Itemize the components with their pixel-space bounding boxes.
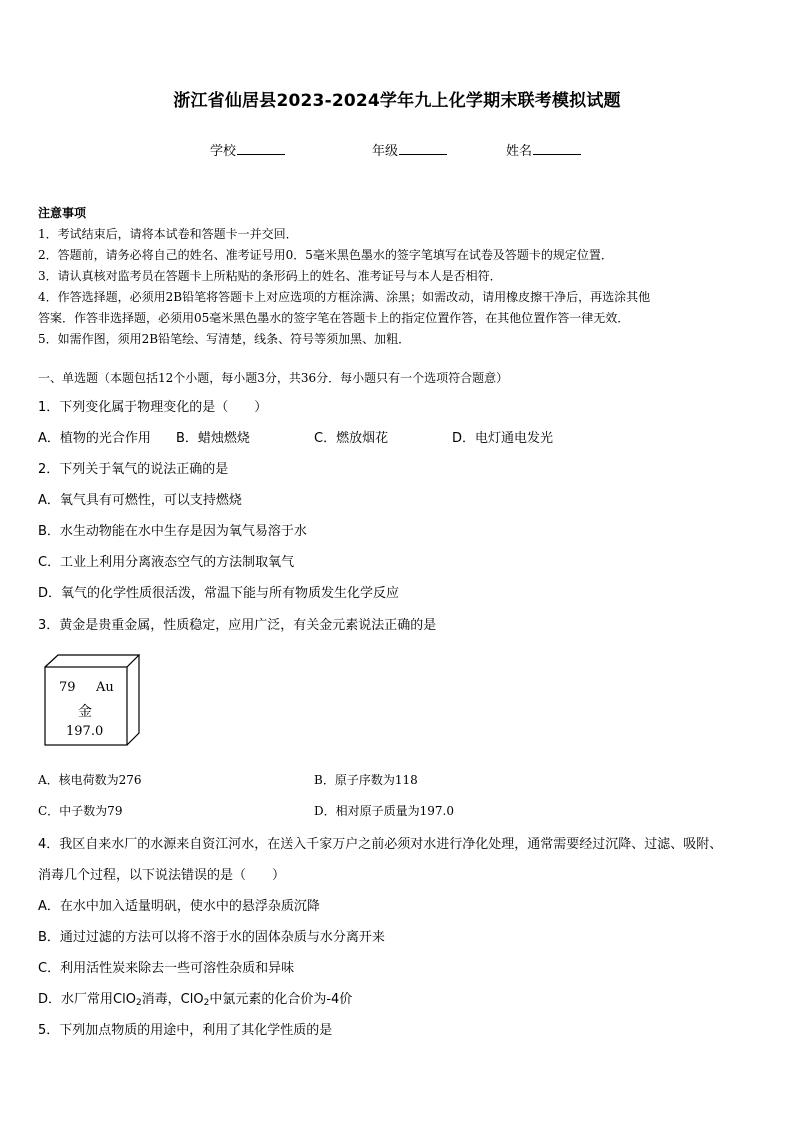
section-heading: 一、单选题（本题包括12个小题，每小题3分，共36分．每小题只有一个选项符合题意） [38, 371, 509, 385]
school-blank [237, 142, 285, 155]
notice-block [38, 203, 758, 350]
question-4-stem-line2: 消毒几个过程，以下说法错误的是（ ） [38, 868, 286, 883]
grade-label: 年级 [372, 144, 399, 159]
q4-option-a: A．在水中加入适量明矾，使水中的悬浮杂质沉降 [38, 899, 320, 914]
q1-option-a: A．植物的光合作用 [38, 431, 151, 446]
notice-item: 4．作答选择题，必须用2B铅笔将答题卡上对应选项的方框涂满、涂黑；如需改动，请用橡皮擦干净后，再选涂其他 [38, 290, 651, 304]
q2-option-a: A．氧气具有可燃性，可以支持燃烧 [38, 493, 242, 508]
q4-d-subscript-2: 2 [203, 998, 210, 1008]
q2-option-b: B．水生动物能在水中生存是因为氧气易溶于水 [38, 524, 307, 539]
notice-item: 3．请认真核对监考员在答题卡上所粘贴的条形码上的姓名、准考证号与本人是否相符． [38, 269, 502, 283]
q3-option-c: C．中子数为79 [38, 804, 123, 818]
question-1-stem: 1．下列变化属于物理变化的是（ ） [38, 400, 268, 415]
q3-option-b: B．原子序数为118 [314, 773, 418, 787]
element-name: 金 [78, 704, 92, 720]
element-symbol: Au [96, 680, 114, 695]
q1-option-c: C．燃放烟花 [314, 431, 389, 446]
cube-top-face [45, 655, 139, 667]
question-4-stem-line1: 4．我区自来水厂的水源来自资江河水，在送入千家万户之前必须对水进行净化处理，通常需要经过沉降、过滤、吸附、 [38, 837, 723, 852]
school-field [210, 140, 285, 159]
question-2-stem: 2．下列关于氧气的说法正确的是 [38, 462, 229, 477]
name-field [506, 140, 581, 159]
q2-option-d: D．氧气的化学性质很活泼，常温下能与所有物质发生化学反应 [38, 586, 400, 601]
notice-item: 2．答题前，请务必将自己的姓名、准考证号用0．5毫米黑色墨水的签字笔填写在试卷及答题卡的规定位置． [38, 248, 613, 262]
element-atomic-number: 79 [59, 680, 76, 695]
q4-option-b: B．通过过滤的方法可以将不溶于水的固体杂质与水分离开来 [38, 930, 385, 945]
q3-option-a: A．核电荷数为276 [38, 773, 142, 787]
name-blank [533, 142, 581, 155]
school-label: 学校 [210, 144, 237, 159]
q3-option-d: D．相对原子质量为197.0 [314, 804, 454, 818]
grade-field [372, 140, 447, 159]
name-label: 姓名 [506, 144, 533, 159]
question-5-stem: 5．下列加点物质的用途中，利用了其化学性质的是 [38, 1023, 333, 1038]
q4-d-text-mid: 消毒，ClO [141, 992, 204, 1007]
grade-blank [399, 142, 447, 155]
q1-option-d: D．电灯通电发光 [452, 431, 554, 446]
notice-heading: 注意事项 [38, 206, 87, 220]
notice-item: 5．如需作图，须用2B铅笔绘、写清楚，线条、符号等须加黑、加粗． [38, 332, 411, 346]
q4-d-subscript-1: 2 [135, 998, 142, 1008]
q4-option-c: C．利用活性炭来除去一些可溶性杂质和异味 [38, 961, 295, 976]
q2-option-c: C．工业上利用分离液态空气的方法制取氧气 [38, 555, 295, 570]
page-title: 浙江省仙居县2023-2024学年九上化学期末联考模拟试题 [173, 91, 621, 111]
q4-d-text-pre: D．水厂常用ClO [38, 992, 136, 1007]
student-info-fields [0, 140, 794, 160]
element-atomic-mass: 197.0 [66, 724, 104, 739]
notice-item: 答案．作答非选择题，必须用05毫米黑色墨水的签字笔在答题卡上的指定位置作答，在其他位置作答一律无效． [38, 311, 630, 325]
q4-d-text-post: 中氯元素的化合价为-4价 [209, 992, 353, 1007]
q1-option-b: B．蜡烛燃烧 [176, 431, 250, 446]
q4-option-d [38, 988, 768, 1008]
question-3-stem: 3．黄金是贵重金属，性质稳定，应用广泛，有关金元素说法正确的是 [38, 618, 437, 633]
notice-item: 1．考试结束后，请将本试卷和答题卡一并交回． [38, 227, 298, 241]
cube-side-face [127, 655, 139, 745]
